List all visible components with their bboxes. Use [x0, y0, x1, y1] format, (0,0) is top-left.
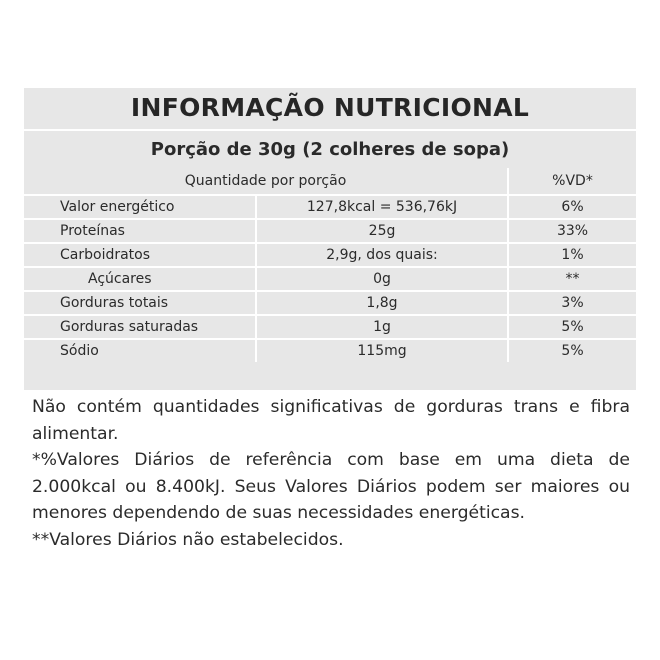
footnote-trans-fat: Não contém quantidades significativas de gorduras trans e fibra alimentar.: [32, 397, 630, 444]
table-row: [24, 219, 636, 243]
nutrient-amount: 1g: [256, 315, 508, 339]
title-divider: [24, 129, 636, 131]
nutrient-amount: 115mg: [256, 339, 508, 362]
nutrition-table: [24, 168, 636, 362]
nutrient-vd: 6%: [508, 195, 636, 219]
footnote-not-established: **Valores Diários não estabelecidos.: [32, 529, 344, 550]
footnote-daily-values: *%Valores Diários de referência com base em uma dieta de 2.000kcal ou 8.400kJ. Seus Valores Diários podem ser maiores ou menores dependendo de suas necessidades energéticas.: [32, 450, 630, 523]
table-row: [24, 243, 636, 267]
nutrient-name: Valor energético: [24, 195, 256, 219]
nutrient-vd: 1%: [508, 243, 636, 267]
label-title: INFORMAÇÃO NUTRICIONAL: [130, 93, 530, 122]
header-quantity: Quantidade por porção: [24, 168, 508, 195]
table-header-row: [24, 168, 636, 195]
footnotes: [32, 394, 630, 553]
nutrient-name: Carboidratos: [24, 243, 256, 267]
nutrient-amount: 1,8g: [256, 291, 508, 315]
nutrient-name: Proteínas: [24, 219, 256, 243]
portion-size: Porção de 30g (2 colheres de sopa): [150, 139, 510, 160]
nutrient-name: Sódio: [24, 339, 256, 362]
table-row: [24, 339, 636, 362]
header-vd: %VD*: [508, 168, 636, 195]
nutrient-amount: 127,8kcal = 536,76kJ: [256, 195, 508, 219]
nutrient-name: Gorduras totais: [24, 291, 256, 315]
table-row: [24, 195, 636, 219]
table-row: [24, 291, 636, 315]
nutrient-vd: **: [508, 267, 636, 291]
table-row: [24, 315, 636, 339]
nutrient-amount: 2,9g, dos quais:: [256, 243, 508, 267]
nutrient-vd: 5%: [508, 315, 636, 339]
nutrient-vd: 5%: [508, 339, 636, 362]
nutrient-amount: 0g: [256, 267, 508, 291]
nutrient-vd: 3%: [508, 291, 636, 315]
nutrient-amount: 25g: [256, 219, 508, 243]
nutrient-vd: 33%: [508, 219, 636, 243]
nutrient-name: Gorduras saturadas: [24, 315, 256, 339]
nutrient-name: Açúcares: [24, 267, 256, 291]
table-row: [24, 267, 636, 291]
